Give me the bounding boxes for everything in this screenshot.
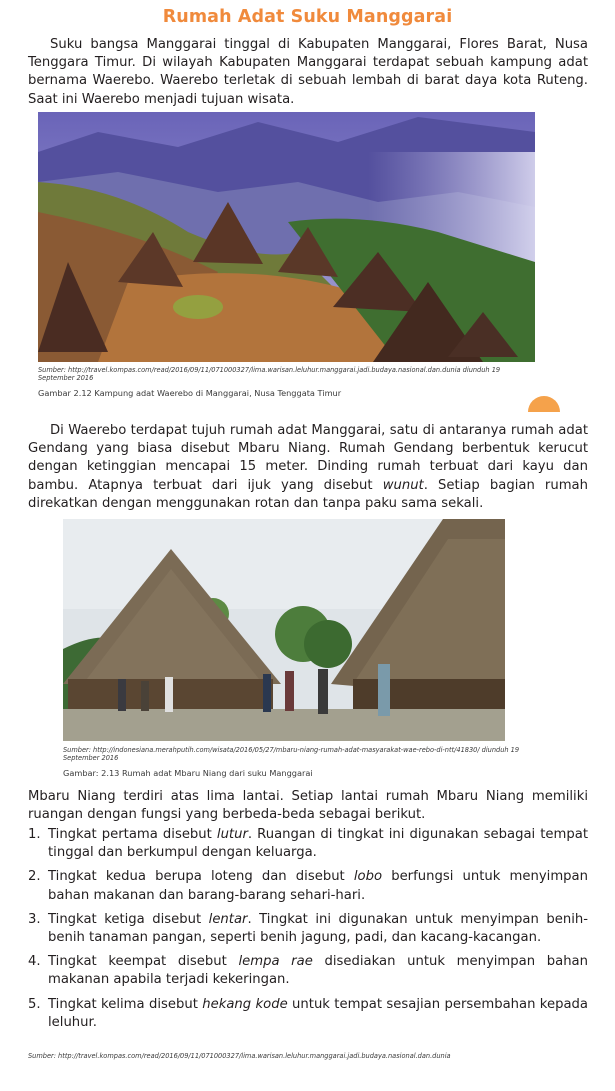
bottom-source: Sumber: http://travel.kompas.com/read/2016/09/11/071000327/lima.warisan.leluhur.manggarai.jadi.budaya.nasional.dan.dunia: [28, 1052, 451, 1060]
list-item: 3. Tingkat ketiga disebut lentar. Tingkat ini digunakan untuk menyimpan benih-benih tanaman pangan, seperti benih jagung, padi, dan kacang-kacangan.: [28, 911, 588, 946]
figure2-source: Sumber: http://indonesiana.merahputih.com/wisata/2016/05/27/mbaru-niang-rumah-adat-masyarakat-wae-rebo-di-ntt/41830/ diunduh 19 September 2016: [63, 746, 520, 762]
wunut-term: wunut: [382, 477, 424, 493]
mbaru-niang-photo: [63, 519, 505, 741]
figure2-caption: Gambar: 2.13 Rumah adat Mbaru Niang dari suku Manggarai: [63, 768, 313, 778]
list-item: 2. Tingkat kedua berupa loteng dan disebut lobo berfungsi untuk menyimpan bahan makanan dan barang-barang sehari-hari.: [28, 869, 588, 903]
floors-list: [28, 826, 588, 1038]
page-tab-decoration: [528, 396, 560, 412]
list-item: 5. Tingkat kelima disebut hekang kode untuk tempat sesajian persembahan kepada leluhur.: [28, 996, 588, 1030]
page-title: Rumah Adat Suku Manggarai: [162, 7, 453, 27]
intro-text: Suku bangsa Manggarai tinggal di Kabupaten Manggarai, Flores Barat, Nusa Tenggara Timur. Di wilayah Kabupaten Manggarai terdapat sebuah kampung adat bernama Waerebo. Waerebo terletak di sebuah lembah di barat daya kota Ruteng. Saat ini Waerebo menjadi tujuan wisata.: [28, 37, 588, 107]
mbaru-niang-paragraph: Di Waerebo terdapat tujuh rumah adat Manggarai, satu di antaranya rumah adat Gendang yang biasa disebut Mbaru Niang. Rumah Gendang berbentuk kerucut dengan ketinggian mencapai 15 meter. Dinding rumah terbuat dari kayu dan bambu. Atapnya terbuat dari ijuk yang disebut wunut. Setiap bagian rumah direkatkan dengan menggunakan rotan dan tanpa paku sama sekali.: [28, 423, 588, 511]
waerebo-village-photo: [38, 112, 535, 362]
figure1-caption: Gambar 2.12 Kampung adat Waerebo di Manggarai, Nusa Tenggata Timur: [38, 388, 342, 398]
floors-intro-paragraph: Mbaru Niang terdiri atas lima lantai. Setiap lantai rumah Mbaru Niang memiliki ruangan dengan fungsi yang berbeda-beda sebagai berikut.: [28, 789, 588, 823]
intro-paragraph: [28, 36, 588, 109]
list-item: 4. Tingkat keempat disebut lempa rae disediakan untuk menyimpan bahan makanan apabila terjadi kekeringan.: [28, 954, 588, 988]
list-item: 1. Tingkat pertama disebut lutur. Ruangan di tingkat ini digunakan sebagai tempat tinggal dan berkumpul dengan keluarga.: [28, 827, 589, 861]
figure1-source: Sumber: http://travel.kompas.com/read/2016/09/11/071000327/lima.warisan.leluhur.manggarai.jadi.budaya.nasional.dan.dunia diunduh 19 September 2016: [38, 366, 501, 382]
